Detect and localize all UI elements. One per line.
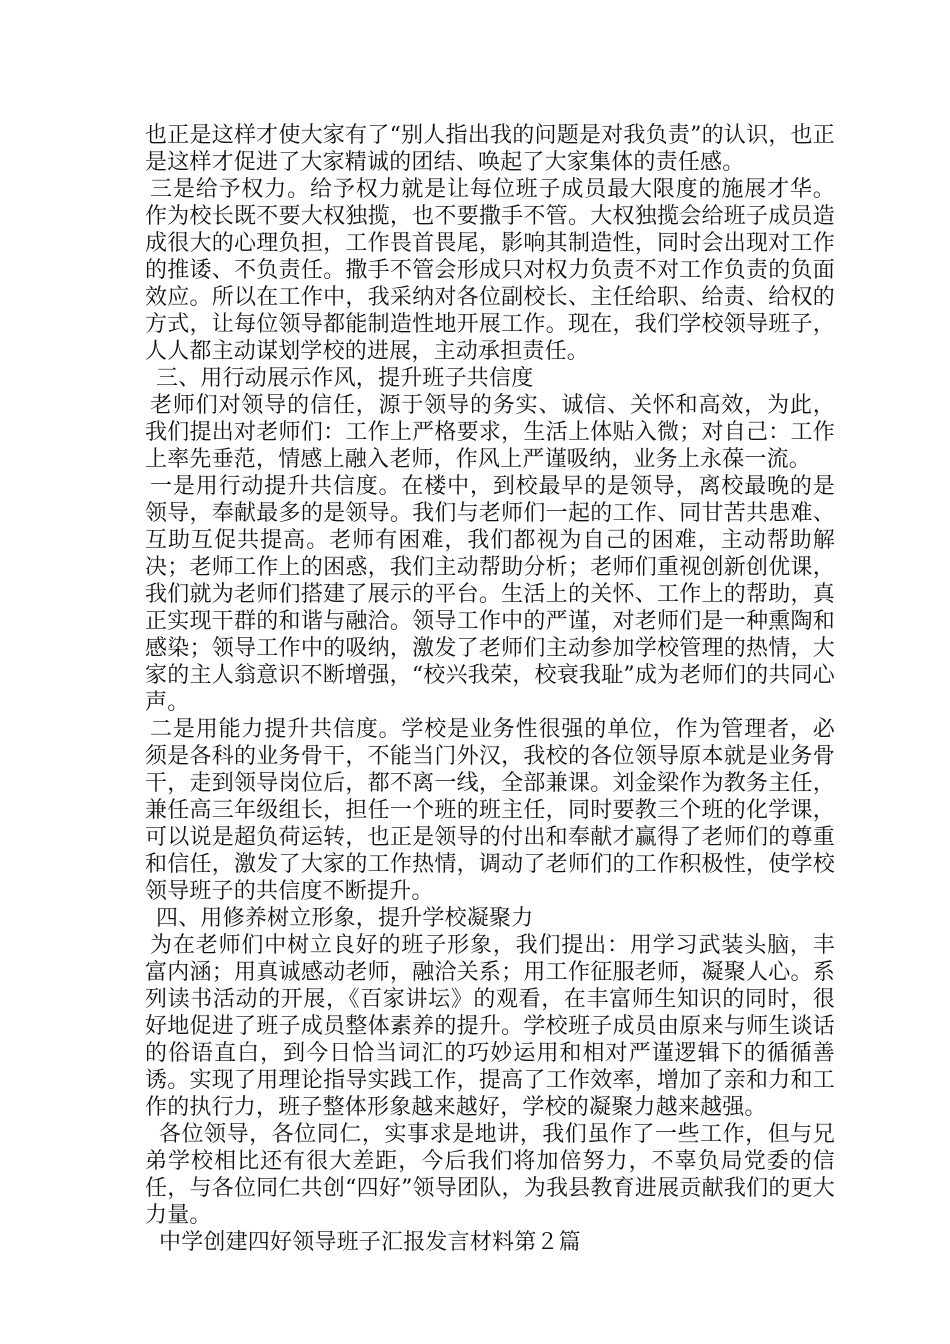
paragraph-action-trust: 一是用行动提升共信度。在楼中，到校最早的是领导，离校最晚的是领导，奉献最多的是领导。我们与老师们一起的工作、同甘苦共患难、互助互促共提高。老师有困难，我们都视为自己的困难，主动帮助解决；老师工作上的困惑，我们主动帮助分析；老师们重视创新创优课，我们就为老师们搭建了展示的平台。生活上的关怀、工作上的帮助，真正实现干群的和谐与融洽。领导工作中的严谨，对老师们是一种熏陶和感染；领导工作中的吸纳，激发了老师们主动参加学校管理的热情，大家的主人翁意识不断增强，“校兴我荣，校衰我耻”成为老师们的共同心声。: [145, 474, 835, 715]
paragraph-teacher-trust: 老师们对领导的信任，源于领导的务实、诚信、关怀和高效，为此，我们提出对老师们：工作上严格要求，生活上体贴入微；对自己：工作上率先垂范，情感上融入老师，作风上严谨吸纳，业务上永葆一流。: [145, 393, 835, 472]
paragraph-team-image: 为在老师们中树立良好的班子形象，我们提出：用学习武装头脑，丰富内涵；用真诚感动老师，融洽关系；用工作征服老师，凝聚人心。系列读书活动的开展，《百家讲坛》的观看，在丰富师生知识的同时，很好地促进了班子成员整体素养的提升。学校班子成员由原来与师生谈话的俗语直白，到今日恰当词汇的巧妙运用和相对严谨逻辑下的循循善诱。实现了用理论指导实践工作，提高了工作效率，增加了亲和力和工作的执行力，班子整体形象越来越好，学校的凝聚力越来越强。: [145, 933, 835, 1120]
paragraph-responsibility-awareness: 也正是这样才使大家有了“别人指出我的问题是对我负责”的认识，也正是这样才促进了大家精诚的团结、唤起了大家集体的责任感。: [145, 123, 835, 175]
paragraph-ability-trust: 二是用能力提升共信度。学校是业务性很强的单位，作为管理者，必须是各科的业务骨干，不能当门外汉，我校的各位领导原本就是业务骨干，走到领导岗位后，都不离一线，全部兼课。刘金梁作为教务主任，兼任高三年级组长，担任一个班的班主任，同时要教三个班的化学课，可以说是超负荷运转，也正是领导的付出和奉献才赢得了老师们的尊重和信任，激发了大家的工作热情，调动了老师们的工作积极性，使学校领导班子的共信度不断提升。: [145, 717, 835, 904]
section-heading-three: 三、用行动展示作风，提升班子共信度: [156, 366, 534, 391]
next-article-title: 中学创建四好领导班子汇报发言材料第２篇: [159, 1230, 581, 1255]
paragraph-grant-power: 三是给予权力。给予权力就是让每位班子成员最大限度的施展才华。作为校长既不要大权独揽，也不要撒手不管。大权独揽会给班子成员造成很大的心理负担，工作畏首畏尾，影响其制造性，同时会出现对工作的推诿、不负责任。撒手不管会形成只对权力负责不对工作负责的负面效应。所以在工作中，我采纳对各位副校长、主任给职、给责、给权的方式，让每位领导都能制造性地开展工作。现在，我们学校领导班子，人人都主动谋划学校的进展，主动承担责任。: [145, 177, 835, 364]
document-body: [145, 122, 835, 1256]
section-heading-four: 四、用修养树立形象，提升学校凝聚力: [156, 906, 534, 931]
paragraph-closing: 各位领导，各位同仁，实事求是地讲，我们虽作了一些工作，但与兄弟学校相比还有很大差距，今后我们将加倍努力，不辜负局党委的信任，与各位同仁共创“四好”领导团队，为我县教育进展贡献我们的更大力量。: [145, 1122, 835, 1228]
